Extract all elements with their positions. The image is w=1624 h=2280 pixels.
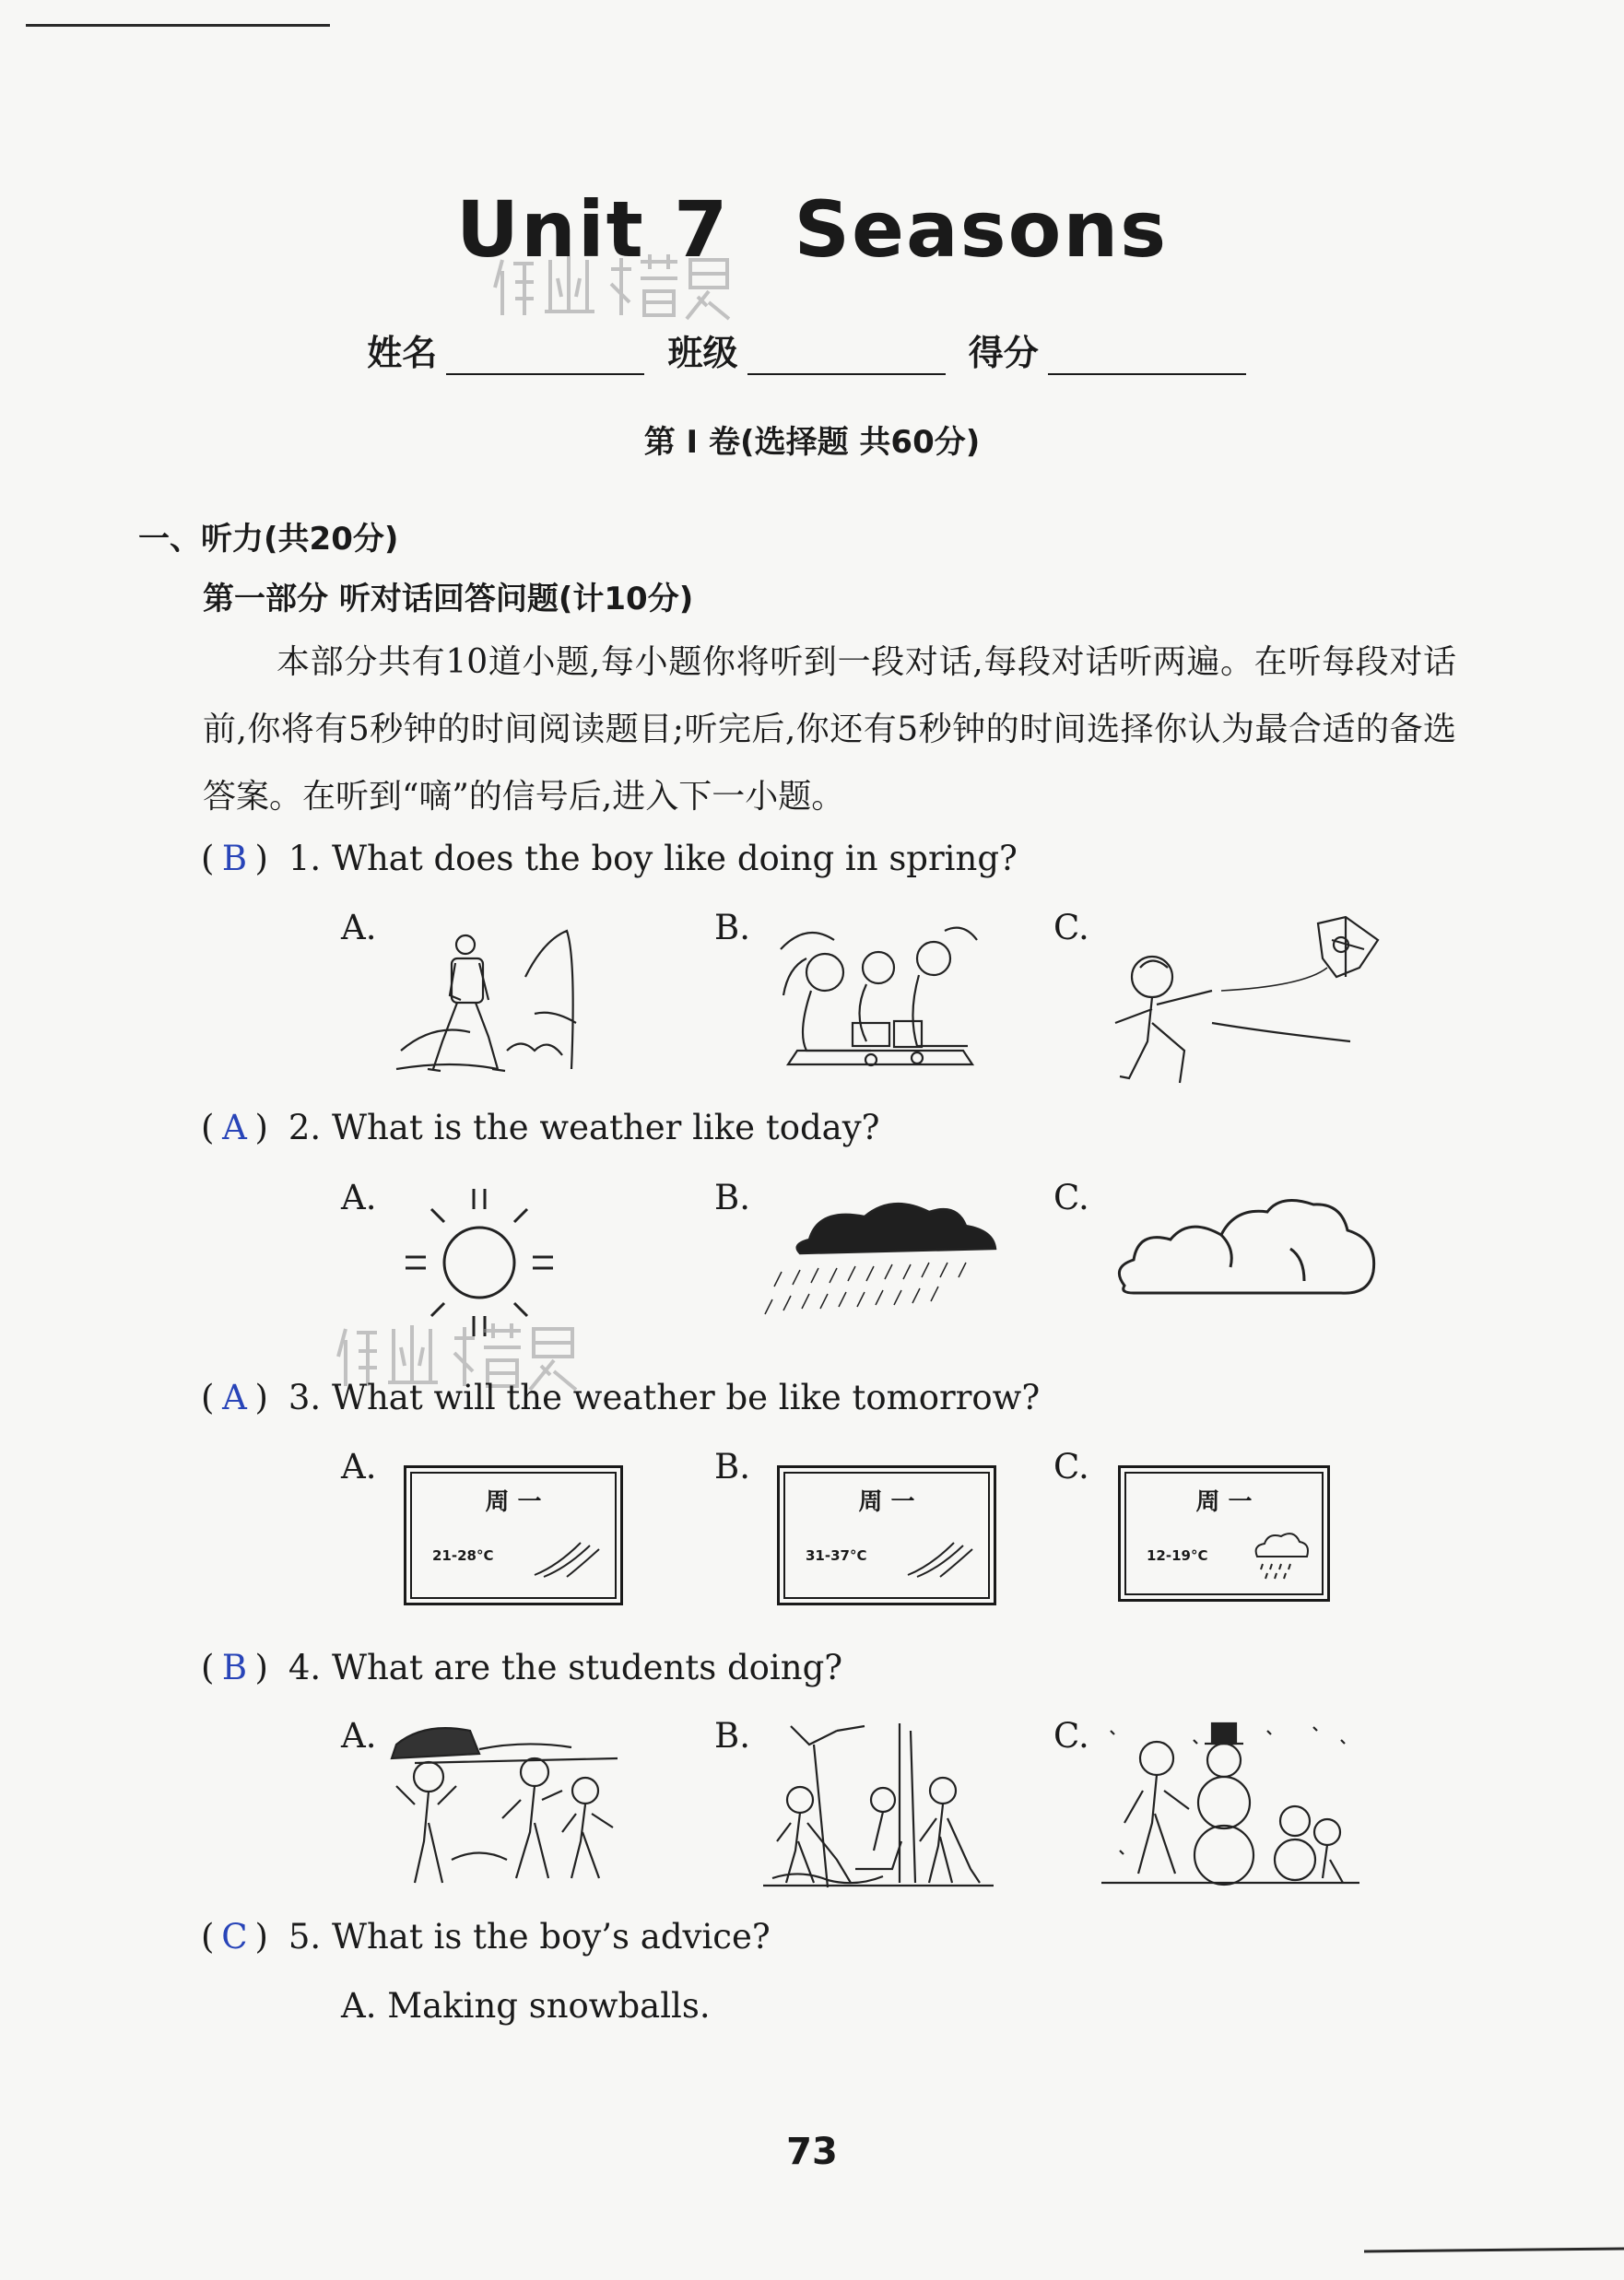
q5-option-a[interactable]: A. Making snowballs.	[341, 1986, 711, 2026]
q4-option-c-label: C.	[1053, 1716, 1089, 1756]
q1-option-c-label: C.	[1053, 908, 1089, 947]
question-5: ( C ) 5. What is the boy’s advice?	[201, 1917, 771, 1957]
rain-cloud-small-icon	[1248, 1529, 1312, 1580]
question-2: ( A ) 2. What is the weather like today?	[201, 1108, 880, 1147]
top-rule	[26, 24, 330, 27]
planting-trees-illustration[interactable]	[763, 1722, 994, 1887]
unit-label: Unit 7	[455, 184, 730, 275]
page-number: 73	[786, 2131, 838, 2173]
q1-option-b-label: B.	[714, 908, 750, 947]
forecast-card-c[interactable]	[1118, 1465, 1330, 1602]
question-3-text: 3. What will the weather be like tomorrow?	[288, 1378, 1041, 1417]
rainy-cloud-icon[interactable]	[763, 1198, 1003, 1332]
forecast-temp: 12-19°C	[1147, 1547, 1208, 1564]
question-5-text: 5. What is the boy’s advice?	[288, 1917, 771, 1957]
section-heading: 一、听力(共20分)	[138, 521, 399, 558]
q3-option-c-label: C.	[1053, 1447, 1089, 1487]
question-1: ( B ) 1. What does the boy like doing in spring?	[201, 839, 1018, 878]
picnic-illustration[interactable]	[779, 912, 982, 1078]
forecast-card-a[interactable]	[404, 1465, 623, 1605]
cloudy-icon[interactable]	[1106, 1193, 1383, 1327]
name-blank[interactable]	[446, 338, 644, 375]
part-heading: 第一部分 听对话回答问题(计10分)	[203, 581, 694, 617]
forecast-day: 周 一	[858, 1488, 915, 1516]
forecast-card-b[interactable]	[777, 1465, 996, 1605]
forecast-day: 周 一	[1195, 1488, 1253, 1516]
name-label: 姓名	[367, 333, 438, 373]
question-4-text: 4. What are the students doing?	[288, 1648, 843, 1687]
answer-1[interactable]: B	[221, 839, 248, 878]
class-label: 班级	[667, 333, 738, 373]
score-blank[interactable]	[1048, 338, 1246, 375]
class-blank[interactable]	[747, 338, 946, 375]
bottom-rule	[1364, 2248, 1624, 2253]
snowball-fight-illustration[interactable]	[387, 1722, 627, 1887]
forecast-day: 周 一	[485, 1488, 542, 1516]
q3-option-a-label: A.	[341, 1447, 377, 1487]
q4-option-b-label: B.	[714, 1716, 750, 1756]
forecast-temp: 31-37°C	[806, 1547, 867, 1564]
q2-option-c-label: C.	[1053, 1178, 1089, 1217]
volume-heading: 第 I 卷(选择题 共60分)	[643, 424, 981, 461]
question-3: ( A ) 3. What will the weather be like tomorrow?	[201, 1378, 1041, 1417]
q2-option-a-label: A.	[341, 1178, 377, 1217]
answer-5[interactable]: C	[221, 1917, 248, 1957]
windy-icon	[530, 1538, 604, 1580]
windy-icon	[903, 1538, 977, 1580]
page-title	[0, 184, 1624, 275]
score-label: 得分	[968, 333, 1039, 373]
question-2-text: 2. What is the weather like today?	[288, 1108, 880, 1147]
answer-2[interactable]: A	[222, 1108, 247, 1147]
q3-option-b-label: B.	[714, 1447, 750, 1487]
q1-option-a-label: A.	[341, 908, 377, 947]
question-1-text: 1. What does the boy like doing in spring?	[288, 839, 1018, 878]
instructions: 本部分共有10道小题,每小题你将听到一段对话,每段对话听两遍。在听每段对话前,你将有5秒钟的时间阅读题目;听完后,你还有5秒钟的时间选择你认为最合适的备选答案。在听到“嘀”的信号后,进入下一小题。	[203, 643, 1456, 816]
kite-boy-illustration[interactable]	[1101, 912, 1387, 1092]
student-info-row	[0, 324, 1624, 375]
forecast-temp: 21-28°C	[432, 1547, 494, 1564]
unit-name: Seasons	[794, 184, 1169, 275]
sunny-icon[interactable]	[406, 1189, 553, 1336]
answer-3[interactable]: A	[222, 1378, 247, 1417]
watermark-logo-icon	[493, 251, 733, 324]
snowman-illustration[interactable]	[1101, 1722, 1359, 1887]
answer-4[interactable]: B	[221, 1648, 248, 1687]
q2-option-b-label: B.	[714, 1178, 750, 1217]
hiker-illustration[interactable]	[396, 922, 581, 1078]
question-4: ( B ) 4. What are the students doing?	[201, 1648, 843, 1687]
q4-option-a-label: A.	[341, 1716, 377, 1756]
